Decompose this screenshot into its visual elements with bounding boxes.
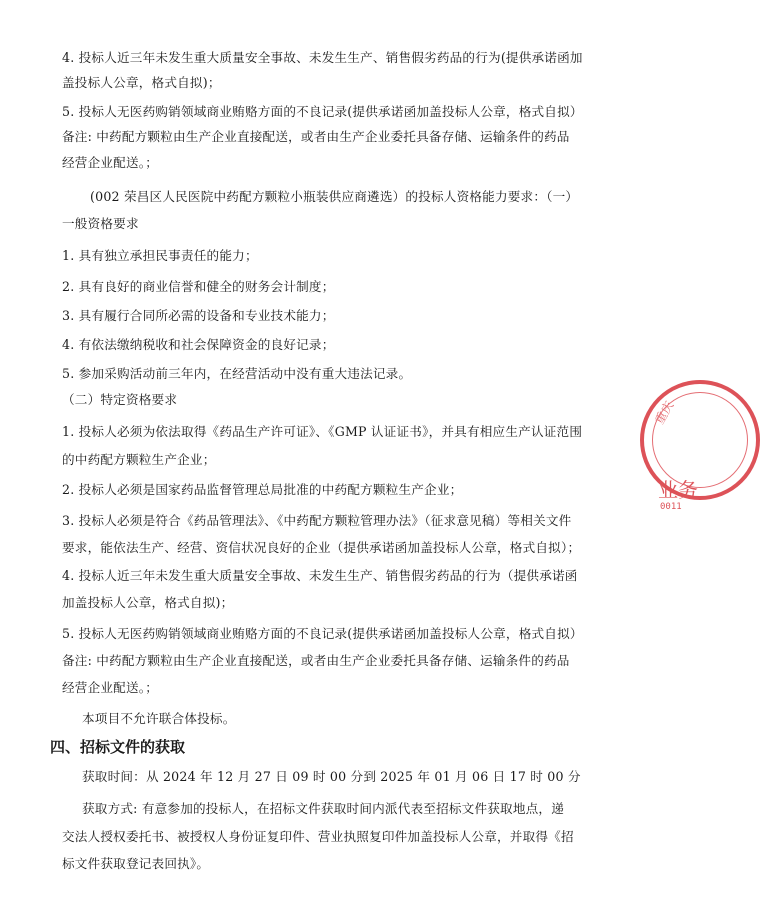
text-line: 4. 投标人近三年未发生重大质量安全事故、未发生生产、销售假劣药品的行为（提供承诺函 [62,568,578,583]
text-line: 获取方式: 有意参加的投标人，在招标文件获取时间内派代表至招标文件获取地点，递 [82,801,565,816]
text-line: 备注: 中药配方颗粒由生产企业直接配送，或者由生产企业委托具备存储、运输条件的药品 [62,653,570,668]
text-line: 5. 投标人无医药购销领域商业贿赂方面的不良记录(提供承诺函加盖投标人公章，格式自拟） [62,626,583,641]
text-line: 经营企业配送。； [62,680,159,695]
text-line: 5. 投标人无医药购销领域商业贿赂方面的不良记录(提供承诺函加盖投标人公章，格式自拟） [62,104,583,119]
seal-text: 业务 [658,478,698,502]
text-line: 备注: 中药配方颗粒由生产企业直接配送，或者由生产企业委托具备存储、运输条件的药品 [62,129,570,144]
text-line: 4. 有依法缴纳税收和社会保障资金的良好记录； [62,337,335,352]
text-line: 2. 投标人必须是国家药品监督管理总局批准的中药配方颗粒生产企业； [62,482,463,497]
text-line: 获取时间：从 2024 年 12 月 27 日 09 时 00 分到 2025 年 01 月 06 日 17 时 00 分 [82,769,581,784]
text-line: 2. 具有良好的商业信誉和健全的财务会计制度； [62,279,335,294]
text-line: 要求，能依法生产、经营、资信状况良好的企业（提供承诺函加盖投标人公章，格式自拟）； [62,540,581,555]
text-line: 本项目不允许联合体投标。 [82,711,236,726]
seal-number: 0011 [660,502,682,512]
text-line: 1. 投标人必须为依法取得《药品生产许可证》、《GMP 认证证书》，并具有相应生产认证范围 [62,424,583,439]
section-heading: 四、招标文件的获取 [50,738,186,756]
text-line: (002 荣昌区人民医院中药配方颗粒小瓶装供应商遴选）的投标人资格能力要求：（一） [90,189,579,204]
text-line: 5. 参加采购活动前三年内，在经营活动中没有重大违法记录。 [62,366,412,381]
red-seal-stamp [640,380,760,512]
text-line: 经营企业配送。； [62,155,159,170]
text-line: 标文件获取登记表回执》。 [62,856,210,871]
text-line: 一般资格要求 [62,216,139,231]
text-line: 交法人授权委托书、被授权人身份证复印件、营业执照复印件加盖投标人公章，并取得《招 [62,829,574,844]
text-line: 3. 投标人必须是符合《药品管理法》、《中药配方颗粒管理办法》（征求意见稿）等相关文件 [62,513,572,528]
text-line: 1. 具有独立承担民事责任的能力； [62,248,258,263]
subsection-title: （二）特定资格要求 [62,392,178,407]
text-line: 盖投标人公章，格式自拟)； [62,75,221,90]
text-line: 3. 具有履行合同所必需的设备和专业技术能力； [62,308,335,323]
seal-arc-text: 重庆 [652,398,677,427]
text-line: 4. 投标人近三年未发生重大质量安全事故、未发生生产、销售假劣药品的行为(提供承诺函加 [62,50,583,65]
text-line: 的中药配方颗粒生产企业； [62,452,216,467]
text-line: 加盖投标人公章，格式自拟)； [62,595,234,610]
